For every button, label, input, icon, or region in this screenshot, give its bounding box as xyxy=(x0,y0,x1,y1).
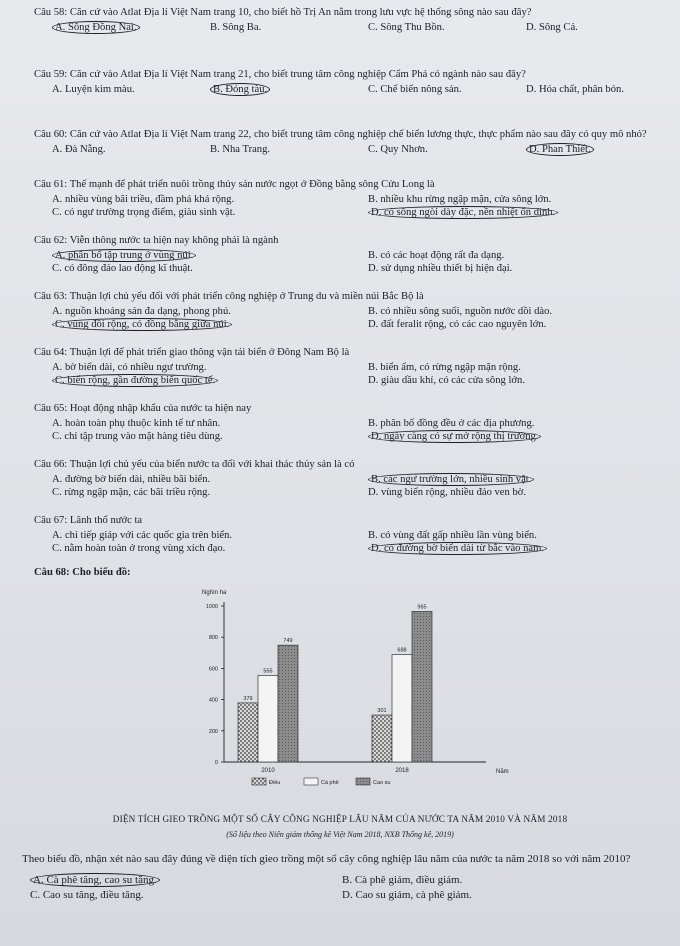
question-stem: Câu 58: Căn cứ vào Atlat Địa lí Việt Nam trang 10, cho biết hồ Trị An nằm trong lưu vực hệ thống sông nào sau đây? xyxy=(34,7,532,18)
chart-title: DIỆN TÍCH GIEO TRỒNG MỘT SỐ CÂY CÔNG NGHIỆP LÂU NĂM CỦA NƯỚC TA NĂM 2010 VÀ NĂM 2018 xyxy=(112,814,568,824)
option-d[interactable]: D. Hóa chất, phân bón. xyxy=(526,83,624,95)
x-tick-label: 2010 xyxy=(261,768,275,774)
legend-swatch xyxy=(304,778,318,785)
question-68-stem: Theo biểu đồ, nhận xét nào sau đây đúng về diện tích gieo trồng một số cây công nghiệp lâu năm của nước ta năm 2018 so với năm 2010? xyxy=(22,853,631,865)
option-c[interactable]: C. chỉ tập trung vào mặt hàng tiêu dùng. xyxy=(52,431,223,442)
option-b[interactable]: B. nhiều khu rừng ngập mặn, cửa sông lớn. xyxy=(368,193,552,205)
bar xyxy=(258,675,278,762)
option-d[interactable]: D. có đường bờ biển dài từ bắc vào nam. xyxy=(350,542,666,556)
bar-value-label: 688 xyxy=(397,647,407,654)
option-d[interactable]: D. Phan Thiết. xyxy=(508,143,666,157)
option-a[interactable]: A. phân bổ tập trung ở vùng núi. xyxy=(34,249,350,263)
legend-label: Cao su xyxy=(373,780,391,786)
option-d[interactable]: D. có sông ngòi dày đặc, nền nhiệt ổn định. xyxy=(350,206,666,220)
y-axis-label: Nghìn ha xyxy=(202,590,227,596)
option-b[interactable]: B. phân bố đồng đều ở các địa phương. xyxy=(368,417,535,429)
y-tick-label: 600 xyxy=(208,666,218,673)
option-c[interactable]: C. rừng ngập mặn, các bãi triều rộng. xyxy=(52,487,211,498)
question-stem: Câu 66: Thuận lợi chủ yếu của biển nước ta đối với khai thác thủy sản là có xyxy=(34,459,355,470)
option-b[interactable]: B. Cà phê giảm, điều giảm. xyxy=(342,874,463,886)
option-c[interactable]: C. Chế biến nông sản. xyxy=(368,83,462,95)
option-d[interactable]: D. Sông Cả. xyxy=(526,21,578,33)
option-b[interactable]: B. Sông Ba. xyxy=(210,21,262,33)
y-tick-label: 1000 xyxy=(205,604,218,610)
question-stem: Câu 65: Hoạt động nhập khẩu của nước ta hiện nay xyxy=(34,403,252,414)
option-a[interactable]: A. nhiều vùng bãi triều, đầm phá khá rộng. xyxy=(52,193,235,205)
y-tick-label: 0 xyxy=(214,760,218,766)
question-68 xyxy=(34,566,666,580)
question-stem: Câu 64: Thuận lợi để phát triển giao thông vận tải biển ở Đông Nam Bộ là xyxy=(34,347,350,358)
question-62 xyxy=(34,234,666,276)
question-stem: Câu 62: Viễn thông nước ta hiện nay không phải là ngành xyxy=(34,235,279,246)
bar-value-label: 965 xyxy=(417,604,427,611)
x-axis-label: Năm xyxy=(496,769,509,775)
bar xyxy=(412,611,432,762)
option-d[interactable]: D. vùng biển rộng, nhiều đảo ven bờ. xyxy=(368,487,527,498)
option-c[interactable]: C. vùng đồi rộng, có đồng bằng giữa núi. xyxy=(34,318,350,332)
option-c[interactable]: C. có ngư trường trọng điểm, giàu sinh vật. xyxy=(52,207,236,218)
question-stem: Câu 67: Lãnh thổ nước ta xyxy=(34,515,143,526)
option-d[interactable]: D. Cao su giảm, cà phê giảm. xyxy=(342,889,472,901)
y-tick-label: 800 xyxy=(208,635,218,642)
question-59 xyxy=(34,68,666,96)
bar-chart xyxy=(180,580,509,800)
legend-label: Cà phê xyxy=(321,780,339,786)
option-b[interactable]: B. Đóng tàu. xyxy=(192,83,350,97)
option-a[interactable]: A. Đà Nẵng. xyxy=(52,143,106,155)
option-c[interactable]: C. nằm hoàn toàn ở trong vùng xích đạo. xyxy=(52,543,226,554)
option-a[interactable]: A. Cà phê tăng, cao su tăng. xyxy=(22,873,322,888)
option-b[interactable]: B. biển ấm, có rừng ngập mặn rộng. xyxy=(368,361,521,373)
bar-value-label: 301 xyxy=(377,708,387,715)
question-stem: Câu 61: Thế mạnh để phát triển nuôi trồng thủy sản nước ngọt ở Đồng bằng sông Cửu Long là xyxy=(34,179,435,190)
bar xyxy=(372,715,392,762)
bar-value-label: 749 xyxy=(283,638,293,645)
question-63 xyxy=(34,290,666,332)
question-stem: Câu 59: Căn cứ vào Atlat Địa lí Việt Nam trang 21, cho biết trung tâm công nghiệp Cẩm Phả có ngành nào sau đây? xyxy=(34,69,526,80)
question-66 xyxy=(34,458,666,500)
question-stem: Câu 68: Cho biểu đồ: xyxy=(34,567,131,578)
option-c[interactable]: C. Cao su tăng, điều tăng. xyxy=(30,889,144,901)
option-a[interactable]: A. chỉ tiếp giáp với các quốc gia trên biển. xyxy=(52,529,233,541)
option-b[interactable]: B. các ngư trường lớn, nhiều sinh vật. xyxy=(350,473,666,487)
y-tick-label: 200 xyxy=(208,728,218,735)
bar-value-label: 379 xyxy=(243,695,253,702)
option-c[interactable]: C. biển rộng, gần đường biển quốc tế. xyxy=(34,374,350,388)
option-c[interactable]: C. Quy Nhơn. xyxy=(368,143,428,155)
option-c[interactable]: C. có đông đảo lao động kĩ thuật. xyxy=(52,263,193,274)
option-d[interactable]: D. đất feralit rộng, có các cao nguyên lớn. xyxy=(368,319,547,330)
bar xyxy=(392,655,412,762)
question-67 xyxy=(34,514,666,556)
question-stem: Câu 60: Căn cứ vào Atlat Địa lí Việt Nam trang 22, cho biết trung tâm công nghiệp chế biến lương thực, thực phẩm nào sau đây có quy mô nhỏ? xyxy=(34,129,647,140)
option-a[interactable]: A. Luyện kim màu. xyxy=(52,83,135,95)
chart-source: (Số liệu theo Niên giám thống kê Việt Nam 2018, NXB Thống kê, 2019) xyxy=(226,830,454,839)
option-b[interactable]: B. Nha Trang. xyxy=(210,143,271,155)
option-b[interactable]: B. có vùng đất gấp nhiều lần vùng biển. xyxy=(368,529,537,541)
question-68-body xyxy=(22,852,662,903)
question-64 xyxy=(34,346,666,388)
option-d[interactable]: D. ngày càng có sự mở rộng thị trường. xyxy=(350,430,666,444)
option-b[interactable]: B. có các hoạt động rất đa dạng. xyxy=(368,249,505,261)
option-a[interactable]: A. hoàn toàn phụ thuộc kinh tế tư nhân. xyxy=(52,417,221,429)
legend-swatch xyxy=(356,778,370,785)
option-d[interactable]: D. giàu dầu khí, có các cửa sông lớn. xyxy=(368,375,525,386)
question-60 xyxy=(34,128,666,156)
option-a[interactable]: A. bờ biển dài, có nhiều ngư trường. xyxy=(52,361,207,373)
option-b[interactable]: B. có nhiều sông suối, nguồn nước dồi dào. xyxy=(368,305,553,317)
y-tick-label: 400 xyxy=(208,697,218,704)
bar xyxy=(238,703,258,762)
bar-value-label: 555 xyxy=(263,668,273,675)
question-61 xyxy=(34,178,666,220)
question-stem: Câu 63: Thuận lợi chủ yếu đối với phát triển công nghiệp ở Trung du và miền núi Bắc Bộ là xyxy=(34,291,424,302)
legend-swatch xyxy=(252,778,266,785)
legend-label: Điều xyxy=(269,780,281,786)
option-a[interactable]: A. đường bờ biển dài, nhiều bãi biển. xyxy=(52,473,211,485)
option-c[interactable]: C. Sông Thu Bồn. xyxy=(368,21,445,33)
x-tick-label: 2018 xyxy=(395,768,409,774)
question-58 xyxy=(34,6,666,34)
option-d[interactable]: D. sử dụng nhiều thiết bị hiện đại. xyxy=(368,263,513,274)
option-a[interactable]: A. nguồn khoáng sản đa dạng, phong phú. xyxy=(52,305,231,317)
question-65 xyxy=(34,402,666,444)
bar xyxy=(278,645,298,762)
option-a[interactable]: A. Sông Đồng Nai. xyxy=(34,21,192,35)
